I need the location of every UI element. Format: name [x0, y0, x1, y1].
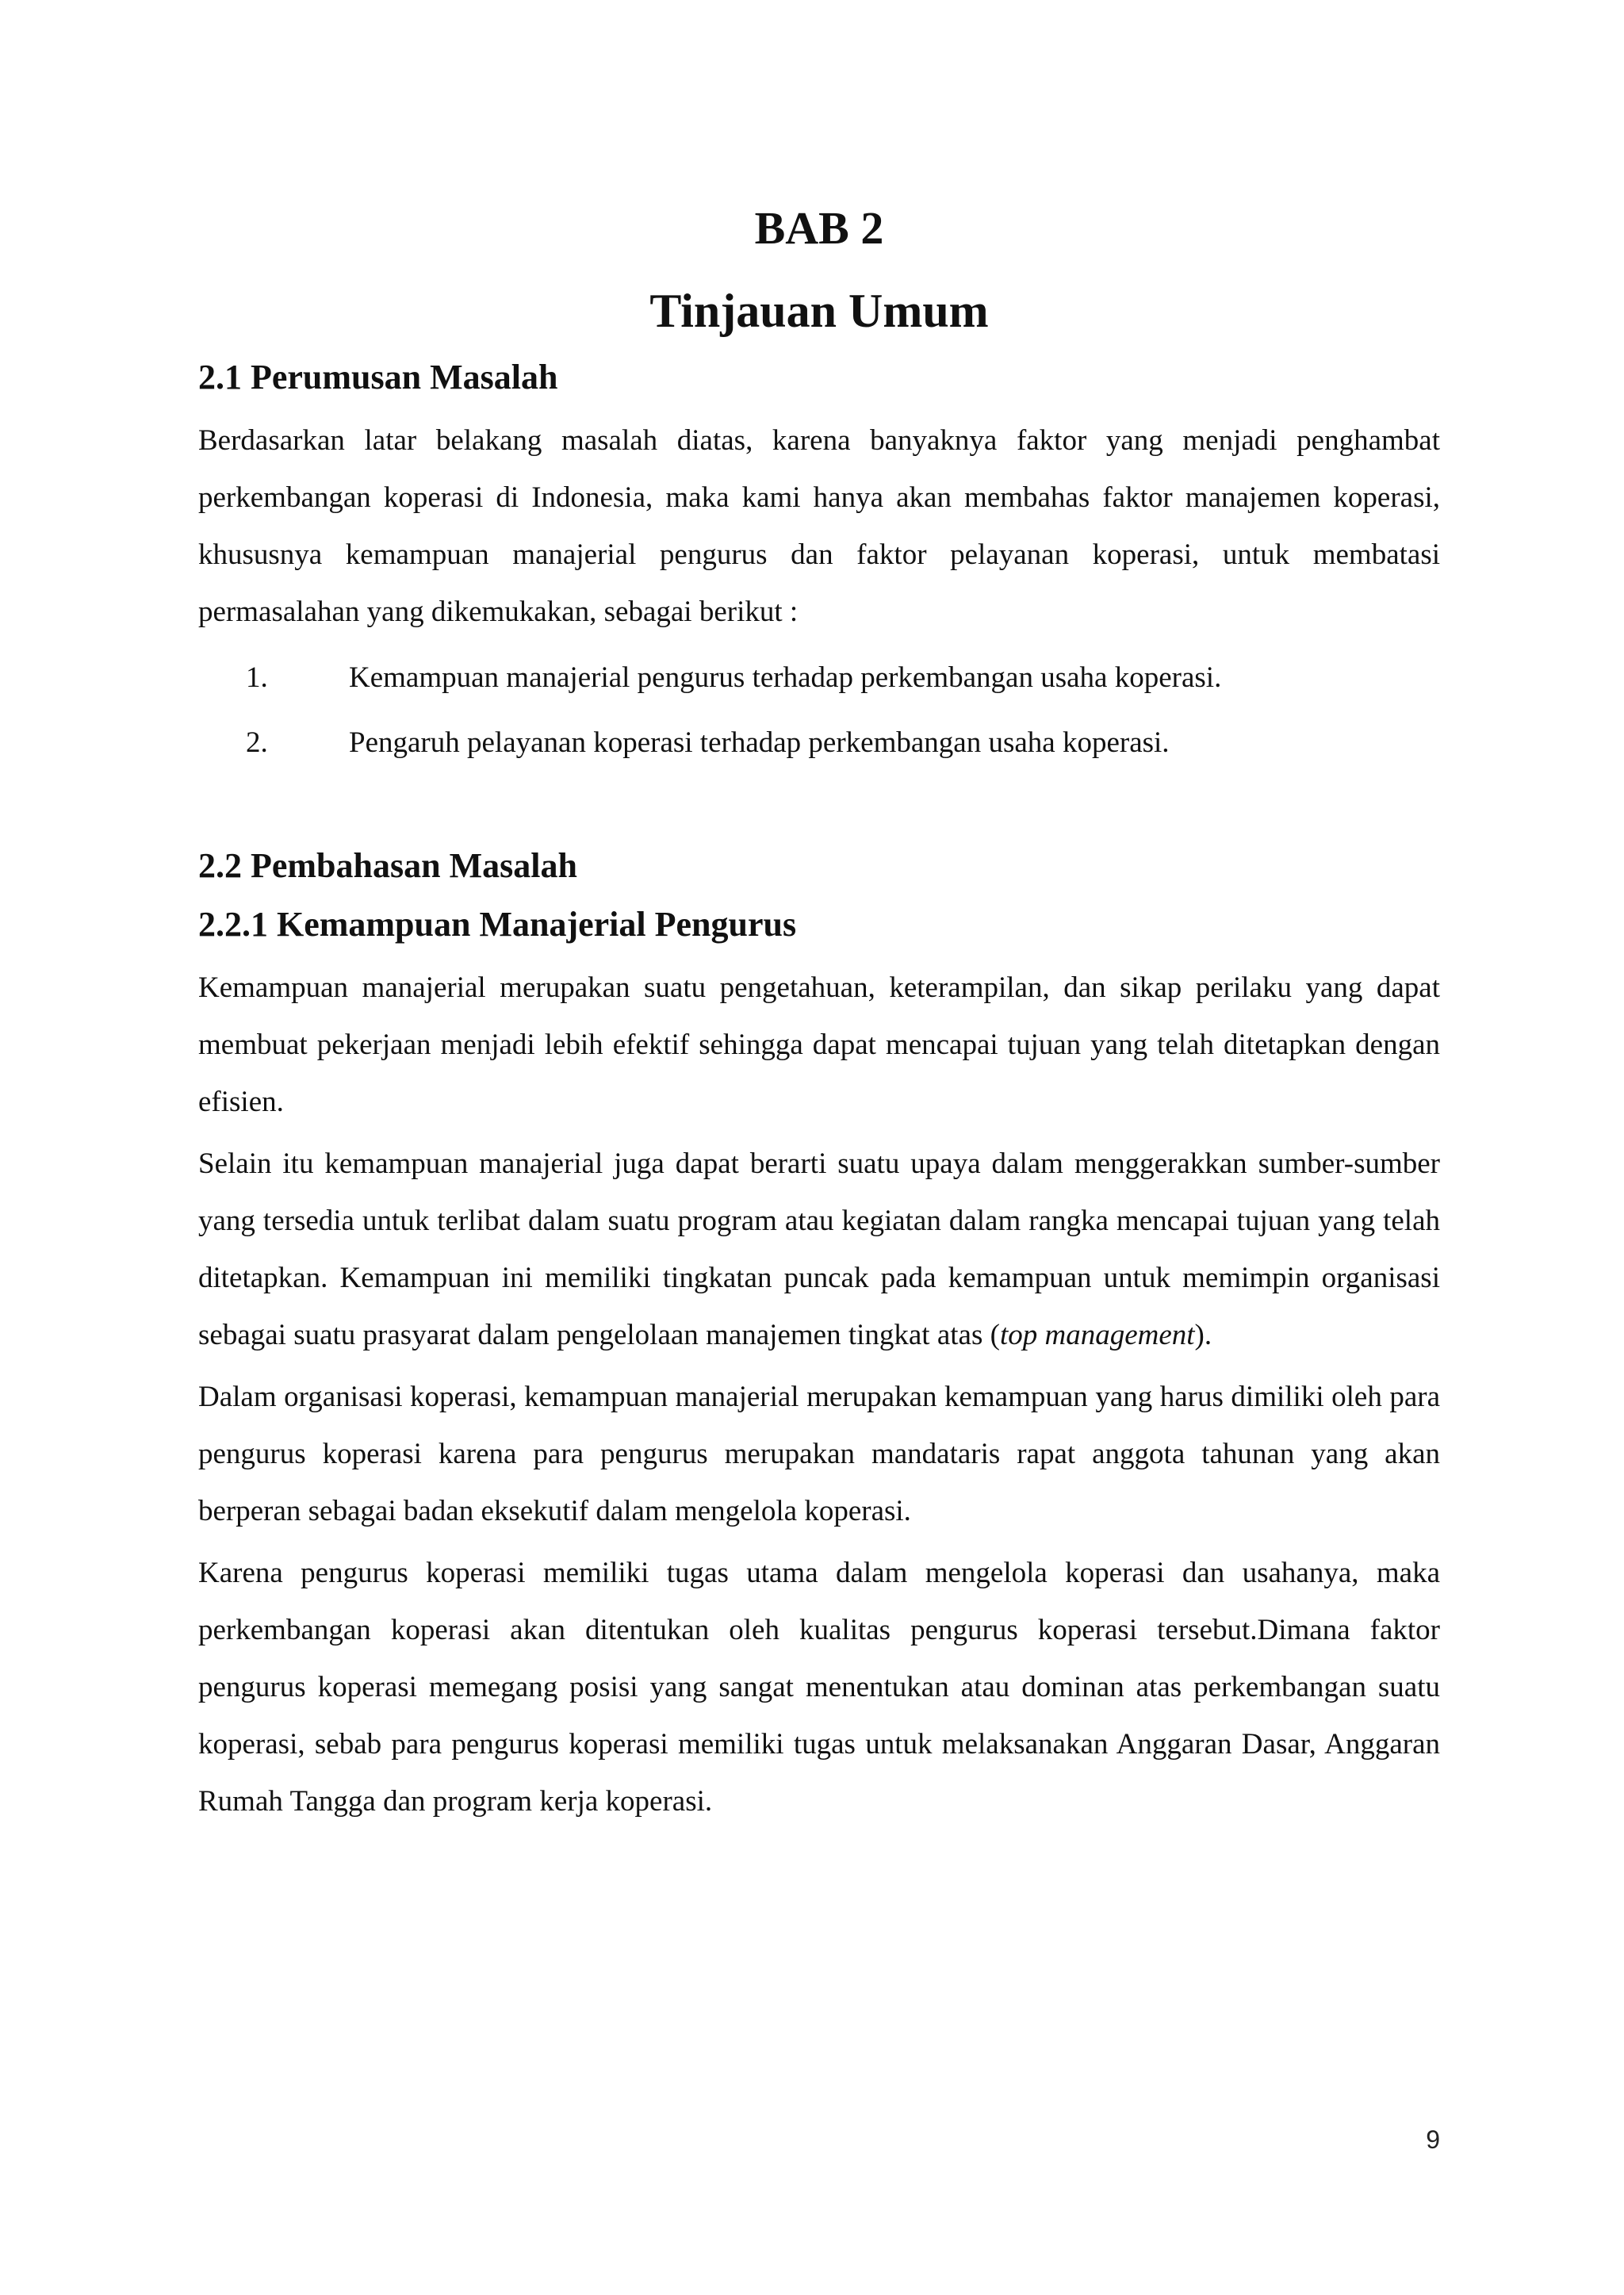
paragraph-text-end: ).	[1194, 1319, 1212, 1351]
subsection-paragraph-3: Dalam organisasi koperasi, kemampuan manajerial merupakan kemampuan yang harus dimiliki oleh para pengurus koperasi karena para pengurus merupakan mandataris rapat anggota tahunan yang akan berperan sebagai badan eksekutif dalam mengelola koperasi.	[198, 1381, 1440, 1527]
italic-term: top management	[999, 1319, 1195, 1351]
chapter-title: Tinjauan Umum	[649, 285, 989, 337]
subsection-paragraph-4: Karena pengurus koperasi memiliki tugas utama dalam mengelola koperasi dan usahanya, maka perkembangan koperasi akan ditentukan oleh kualitas pengurus koperasi tersebut.Dimana faktor pengurus koperasi memegang posisi yang sangat menentukan atau dominan atas perkembangan suatu koperasi, sebab para pengurus koperasi memiliki tugas untuk melaksanakan Anggaran Dasar, Anggaran Rumah Tangga dan program kerja koperasi.	[198, 1557, 1440, 1818]
section-heading-2-2: 2.2 Pembahasan Masalah	[198, 846, 577, 885]
list-item-number: 1.	[246, 661, 268, 694]
chapter-label: BAB 2	[754, 202, 884, 254]
section-heading-2-1: 2.1 Perumusan Masalah	[198, 358, 558, 397]
list-item-number: 2.	[246, 726, 268, 759]
section-spacer	[198, 776, 1440, 831]
list-item	[198, 646, 1440, 711]
paragraph-text: Selain itu kemampuan manajerial juga dapat berarti suatu upaya dalam menggerakkan sumber-sumber yang tersedia untuk terlibat dalam suatu program atau kegiatan dalam rangka mencapai tujuan yang telah ditetapkan. Kemampuan ini memiliki tingkatan puncak pada kemampuan untuk memimpin organisasi sebagai suatu prasyarat dalam pengelolaan manajemen tingkat atas (	[198, 1148, 1440, 1351]
list-item	[198, 711, 1440, 776]
page-number: 9	[1426, 2125, 1440, 2154]
problem-list	[198, 646, 1440, 776]
subsection-paragraph-2	[198, 1136, 1440, 1364]
page-content	[198, 197, 1440, 1835]
section-2-1-paragraph: Berdasarkan latar belakang masalah diatas, karena banyaknya faktor yang menjadi penghambat perkembangan koperasi di Indonesia, maka kami hanya akan membahas faktor manajemen koperasi, khususnya kemampuan manajerial pengurus dan faktor pelayanan koperasi, untuk membatasi permasalahan yang dikemukakan, sebagai berikut :	[198, 424, 1440, 628]
subsection-paragraph-1: Kemampuan manajerial merupakan suatu pengetahuan, keterampilan, dan sikap perilaku yang dapat membuat pekerjaan menjadi lebih efektif sehingga dapat mencapai tujuan yang telah ditetapkan dengan efisien.	[198, 971, 1440, 1118]
subsection-heading-2-2-1: 2.2.1 Kemampuan Manajerial Pengurus	[198, 905, 797, 944]
list-item-text: Kemampuan manajerial pengurus terhadap perkembangan usaha koperasi.	[349, 661, 1222, 694]
list-item-text: Pengaruh pelayanan koperasi terhadap perkembangan usaha koperasi.	[349, 726, 1170, 759]
